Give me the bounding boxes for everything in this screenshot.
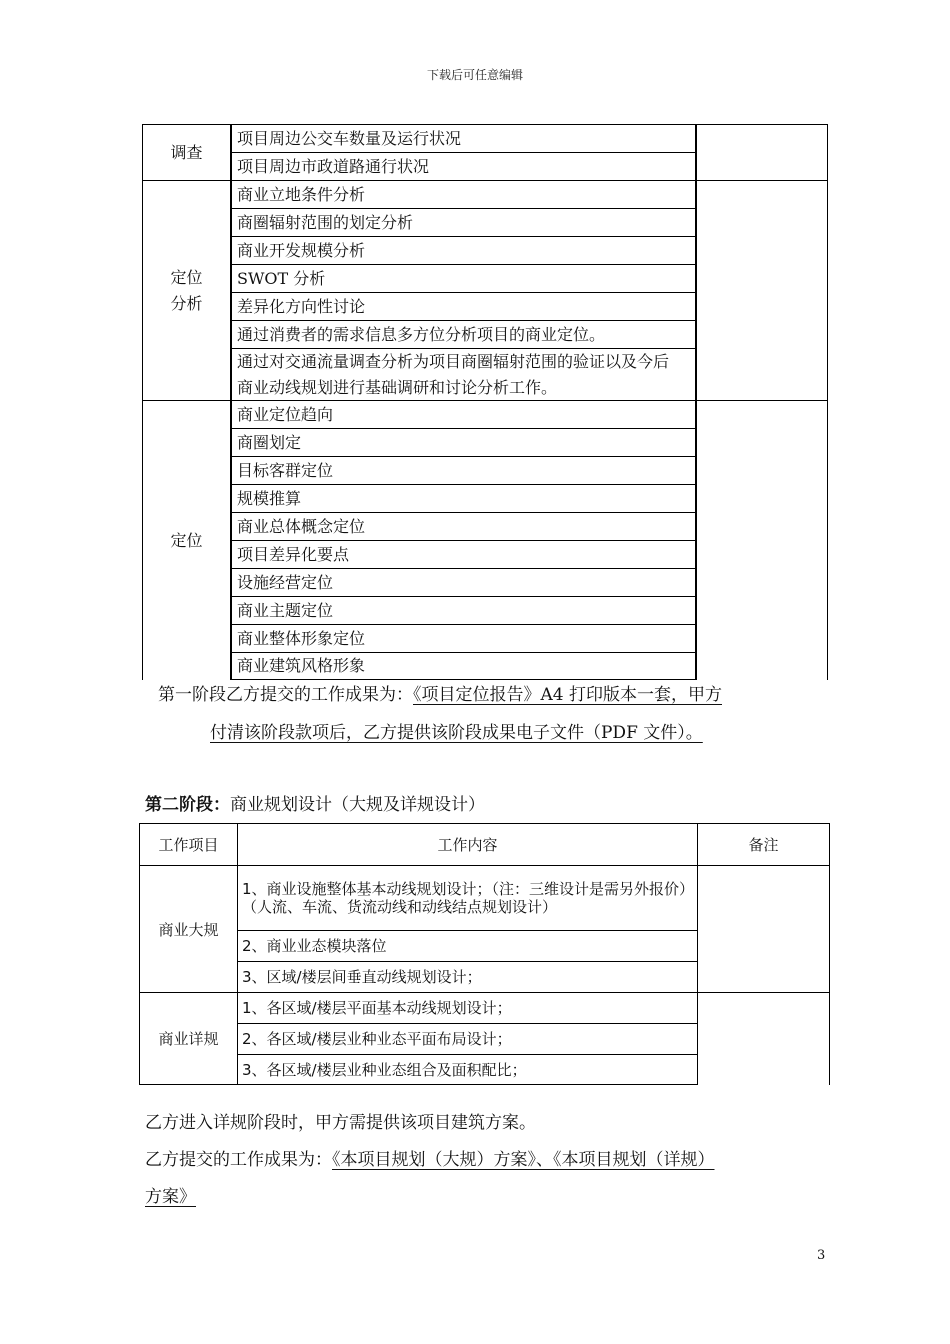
table-row: 通过对交通流量调查分析为项目商圈辐射范围的验证以及今后 商业动线规划进行基础调研和讨论分析工作。: [231, 348, 696, 401]
table-row: 设施经营定位: [231, 568, 696, 597]
column-header: 工作项目: [139, 823, 238, 866]
note-cell: [697, 865, 830, 993]
page-header: 下载后可任意编辑: [426, 68, 523, 82]
table-row: 项目差异化要点: [231, 540, 696, 569]
table-row: 商圈辐射范围的划定分析: [231, 208, 696, 237]
stage1-text-line1: 第一阶段乙方提交的工作成果为：《项目定位报告》A4 打印版本一套，甲方: [158, 685, 722, 705]
stage1-text-line2: 付清该阶段款项后，乙方提供该阶段成果电子文件（PDF 文件）。: [210, 723, 703, 743]
note-cell: [696, 400, 828, 680]
note-cell: [697, 992, 830, 1085]
table-row: 商业开发规模分析: [231, 236, 696, 265]
stage2-heading: 第二阶段：商业规划设计（大规及详规设计）: [145, 795, 485, 815]
table-row: 通过消费者的需求信息多方位分析项目的商业定位。: [231, 320, 696, 349]
table-row: 差异化方向性讨论: [231, 292, 696, 321]
detail-stage-note: 乙方进入详规阶段时，甲方需提供该项目建筑方案。: [145, 1113, 536, 1133]
table-row: 3、区域/楼层间垂直动线规划设计；: [237, 961, 698, 993]
table-row: 项目周边公交车数量及运行状况: [231, 124, 696, 153]
table-row: 2、商业业态模块落位: [237, 930, 698, 962]
table-row: 3、各区域/楼层业种业态组合及面积配比；: [237, 1054, 698, 1085]
category-positioning: 定位: [142, 400, 231, 680]
planning-table: [139, 823, 830, 1085]
table-row: 项目周边市政道路通行状况: [231, 152, 696, 181]
group-label: 商业详规: [139, 992, 238, 1085]
category-analysis: 定位 分析: [142, 180, 231, 401]
table-row: 目标客群定位: [231, 456, 696, 485]
table-row: 商业整体形象定位: [231, 624, 696, 653]
table-row: 商业总体概念定位: [231, 512, 696, 541]
table-row: 商圈划定: [231, 428, 696, 457]
table-row: 1、各区域/楼层平面基本动线规划设计；: [237, 992, 698, 1024]
deliverable-line: 乙方提交的工作成果为：《本项目规划（大规）方案》、《本项目规划（详规）: [145, 1150, 715, 1170]
table-row: 规模推算: [231, 484, 696, 513]
table-row: 2、各区域/楼层业种业态平面布局设计；: [237, 1023, 698, 1055]
table-row: SWOT 分析: [231, 264, 696, 293]
table-row: 商业建筑风格形象: [231, 652, 696, 680]
table-row: 商业主题定位: [231, 596, 696, 625]
category-survey: 调查: [142, 124, 231, 181]
note-cell: [696, 180, 828, 401]
page-number: 3: [817, 1248, 826, 1263]
note-cell: [696, 124, 828, 181]
table-row: 1、商业设施整体基本动线规划设计；（注：三维设计是需另外报价）（人流、车流、货流动线和动线结点规划设计）: [237, 865, 698, 931]
deliverable-line-continued: 方案》: [145, 1187, 196, 1207]
table-row: 商业立地条件分析: [231, 180, 696, 209]
table-row: 商业定位趋向: [231, 400, 696, 429]
positioning-table: [142, 124, 828, 680]
group-label: 商业大规: [139, 865, 238, 993]
column-header: 备注: [697, 823, 830, 866]
column-header: 工作内容: [237, 823, 698, 866]
